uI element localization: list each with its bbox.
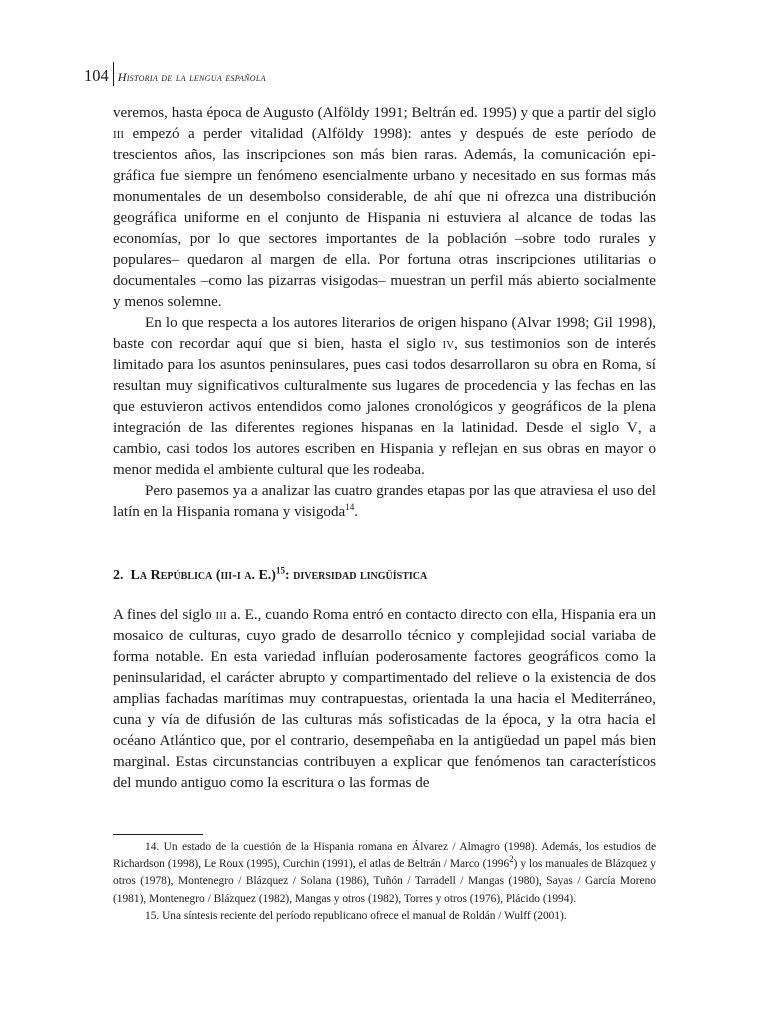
footnote-separator xyxy=(113,834,203,835)
section-paragraph-1-text-b: a. E., cuando Roma entró en contacto directo con ella, Hispania era un mosaico de culturas, cuyo grado de desarrollo técnico y complejidad social variaba de forma notable. En esta variedad influían poderosamente factores geográficos como la peninsularidad, el carácter abrupto y compartimentado del relieve o la existencia de dos amplias fachadas marítimas muy contrapuestas, orientada la una hacia el Mediterráneo, cuna y vía de difusión de las culturas más sofisticadas de la época, y la otra hacia el océano Atlántico que, por el contrario, desempeñaba en la antigüedad un papel más bien marginal. Estas circunstancias contribuyen a explicar que fenómenos tan característicos del mundo antiguo como la escritura o las formas de xyxy=(113,607,657,791)
page-number: 104 xyxy=(84,66,109,85)
footnote-14-text-b: ) y los manuales de Blázquez y otros (1978), Montenegro / Blázquez / Solana (1986), Tuñón / Tarradell / Mangas (1980), Sayas / García Moreno (1981), Montenegro / Blázquez (1982), Mangas y otros (1982), Torres y otros (1976), Plácido (1994). xyxy=(113,858,656,905)
paragraph-3 xyxy=(113,481,656,523)
roman-numeral: iii xyxy=(113,126,124,142)
paragraph-2-text-c: , a cambio, casi todos los autores escriben en Hispania y reflejan en sus obras en mayor o menor medida el ambiente cultural que les rodeaba. xyxy=(113,420,657,478)
paragraph-1-text-b: empezó a perder vitalidad (Alföldy 1998): antes y después de este período de trescientos años, las inscripciones son más bien raras. Además, la comunicación epigráfica fue siempre un fenómeno esencialmente urbano y necesitado en sus formas más monumentales de un desembolso considerable, de ahí que ni ofrezca una distribución geográfica uniforme en el conjunto de Hispania ni estuviera al alcance de todas las economías, por lo que sectores importantes de la población –sobre todo rurales y populares– quedaron al margen de ella. Por fortuna otras inscripciones utilitarias o documentales –como las pizarras visigodas– muestran un perfil más abierto socialmente y menos solemne. xyxy=(113,126,656,310)
footnote-14-superscript: 2 xyxy=(509,854,514,865)
section-number: 2. xyxy=(113,568,124,583)
section-title-a: La República (iii-i a. E.) xyxy=(130,568,276,583)
running-title: Historia de la lengua española xyxy=(117,70,266,84)
paragraph-2 xyxy=(113,313,656,481)
roman-numeral: iv xyxy=(442,336,455,352)
section-heading xyxy=(113,566,656,586)
footnote-14 xyxy=(113,839,656,908)
footnotes xyxy=(113,839,656,925)
footnote-14-text-a: 14. Un estado de la cuestión de la Hispania romana en Álvarez / Almagro (1998). Además, los estudios de Richardson (1998), Le Roux (1995), Curchin (1991), el atlas de Beltrán / Marco (1996 xyxy=(113,841,656,871)
roman-numeral: V xyxy=(626,420,638,436)
section-title-b: : diversidad lingüística xyxy=(284,568,428,583)
main-body-text xyxy=(113,103,656,523)
paragraph-2-text-b: , sus testimonios son de interés limitado para los asuntos peninsulares, pues casi todos desarrollaron su obra en Roma, sí resultan muy significativos culturalmente sus lugares de procedencia y las fechas en las que estuvieron activos entendidos como jalones cronológicos y geográficos de la plena integración de las diferentes regiones hispanas en la latinidad. Desde el siglo xyxy=(113,336,656,436)
footnote-ref-15[interactable]: 15 xyxy=(275,565,285,576)
paragraph-3-text-a: Pero pasemos ya a analizar las cuatro grandes etapas por las que atraviesa el uso del latín en la Hispania romana y visigoda xyxy=(113,483,656,520)
section-paragraph-1-text-a: A fines del siglo xyxy=(113,607,216,623)
section-body-text xyxy=(113,605,656,794)
running-header xyxy=(84,58,266,86)
paragraph-1 xyxy=(113,103,656,313)
paragraph-3-text-b: . xyxy=(354,504,358,520)
footnote-ref-14[interactable]: 14 xyxy=(345,501,355,512)
footnote-15: 15. Una síntesis reciente del período republicano ofrece el manual de Roldán / Wulff (2001). xyxy=(145,909,567,922)
paragraph-2-text-a: En lo que respecta a los autores literarios de origen hispano (Alvar 1998; Gil 1998), baste con recordar aquí que si bien, hasta el siglo xyxy=(113,315,656,352)
roman-numeral: iii xyxy=(215,607,227,623)
section-paragraph-1 xyxy=(113,605,656,794)
paragraph-1-text-a: veremos, hasta época de Augusto (Alföldy 1991; Beltrán ed. 1995) y que a partir del siglo xyxy=(113,105,656,121)
header-divider xyxy=(113,62,114,86)
